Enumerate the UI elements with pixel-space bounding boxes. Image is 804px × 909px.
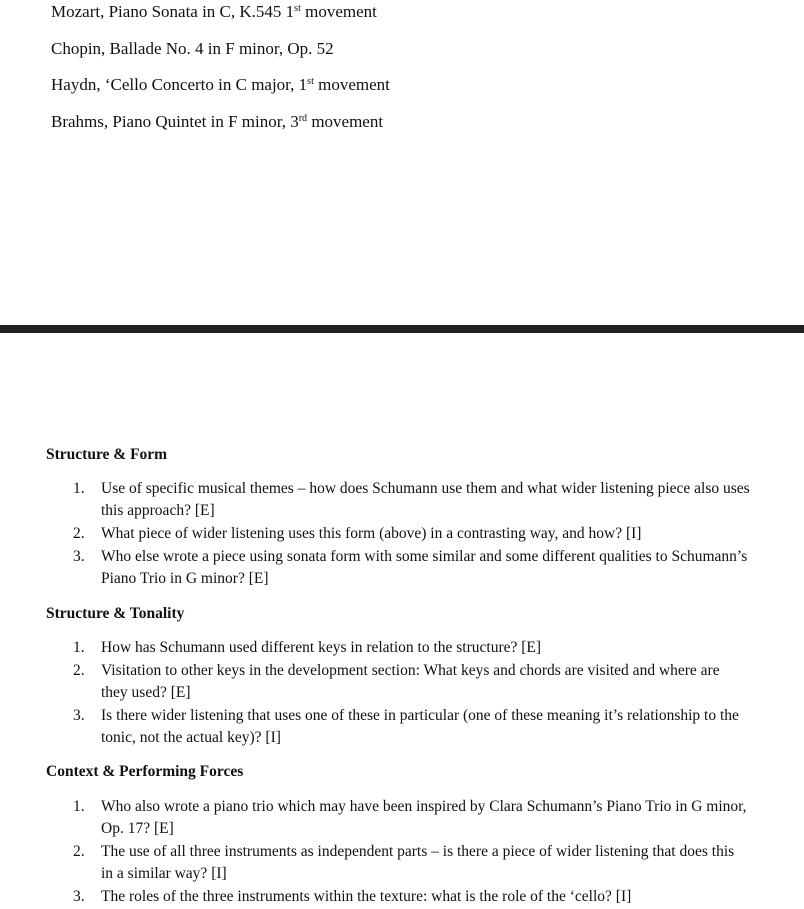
question-list-structure-tonality	[70, 637, 750, 750]
question-item: 3. Who else wrote a piece using sonata form with some similar and some different qualities to Schumann’s Piano Trio in G minor? [E]	[73, 548, 748, 587]
question-item: 1. Who also wrote a piano trio which may have been inspired by Clara Schumann’s Piano Trio in G minor, Op. 17? [E]	[73, 798, 747, 837]
question-list-context-performing-forces	[70, 796, 750, 909]
section-heading-structure-form: Structure & Form	[46, 446, 168, 463]
question-list-structure-form	[70, 478, 750, 591]
section-heading-structure-tonality: Structure & Tonality	[46, 605, 185, 622]
wider-listening-item: Haydn, ‘Cello Concerto in C major, 1st movement	[51, 75, 390, 94]
question-item: 3. The roles of the three instruments within the texture: what is the role of the ‘cello? [I]	[73, 888, 632, 905]
wider-listening-item: Chopin, Ballade No. 4 in F minor, Op. 52	[51, 39, 334, 58]
wider-listening-item: Brahms, Piano Quintet in F minor, 3rd movement	[51, 112, 384, 131]
question-item: 1. Use of specific musical themes – how does Schumann use them and what wider listening piece also uses this approach? [E]	[73, 480, 750, 519]
question-item: 2. Visitation to other keys in the development section: What keys and chords are visited and where are they used? [E]	[73, 662, 720, 701]
question-item: 3. Is there wider listening that uses one of these in particular (one of these meaning it’s relationship to the tonic, not the actual key)? [I]	[73, 707, 739, 746]
section-heading-context-performing-forces: Context & Performing Forces	[46, 763, 244, 780]
wider-listening-item: Mozart, Piano Sonata in C, K.545 1st movement	[51, 2, 377, 21]
page-divider	[0, 325, 804, 333]
question-item: 2. The use of all three instruments as independent parts – is there a piece of wider listening that does this in a similar way? [I]	[73, 843, 735, 882]
question-item: 2. What piece of wider listening uses this form (above) in a contrasting way, and how? [I]	[73, 525, 642, 542]
question-item: 1. How has Schumann used different keys in relation to the structure? [E]	[73, 639, 542, 656]
